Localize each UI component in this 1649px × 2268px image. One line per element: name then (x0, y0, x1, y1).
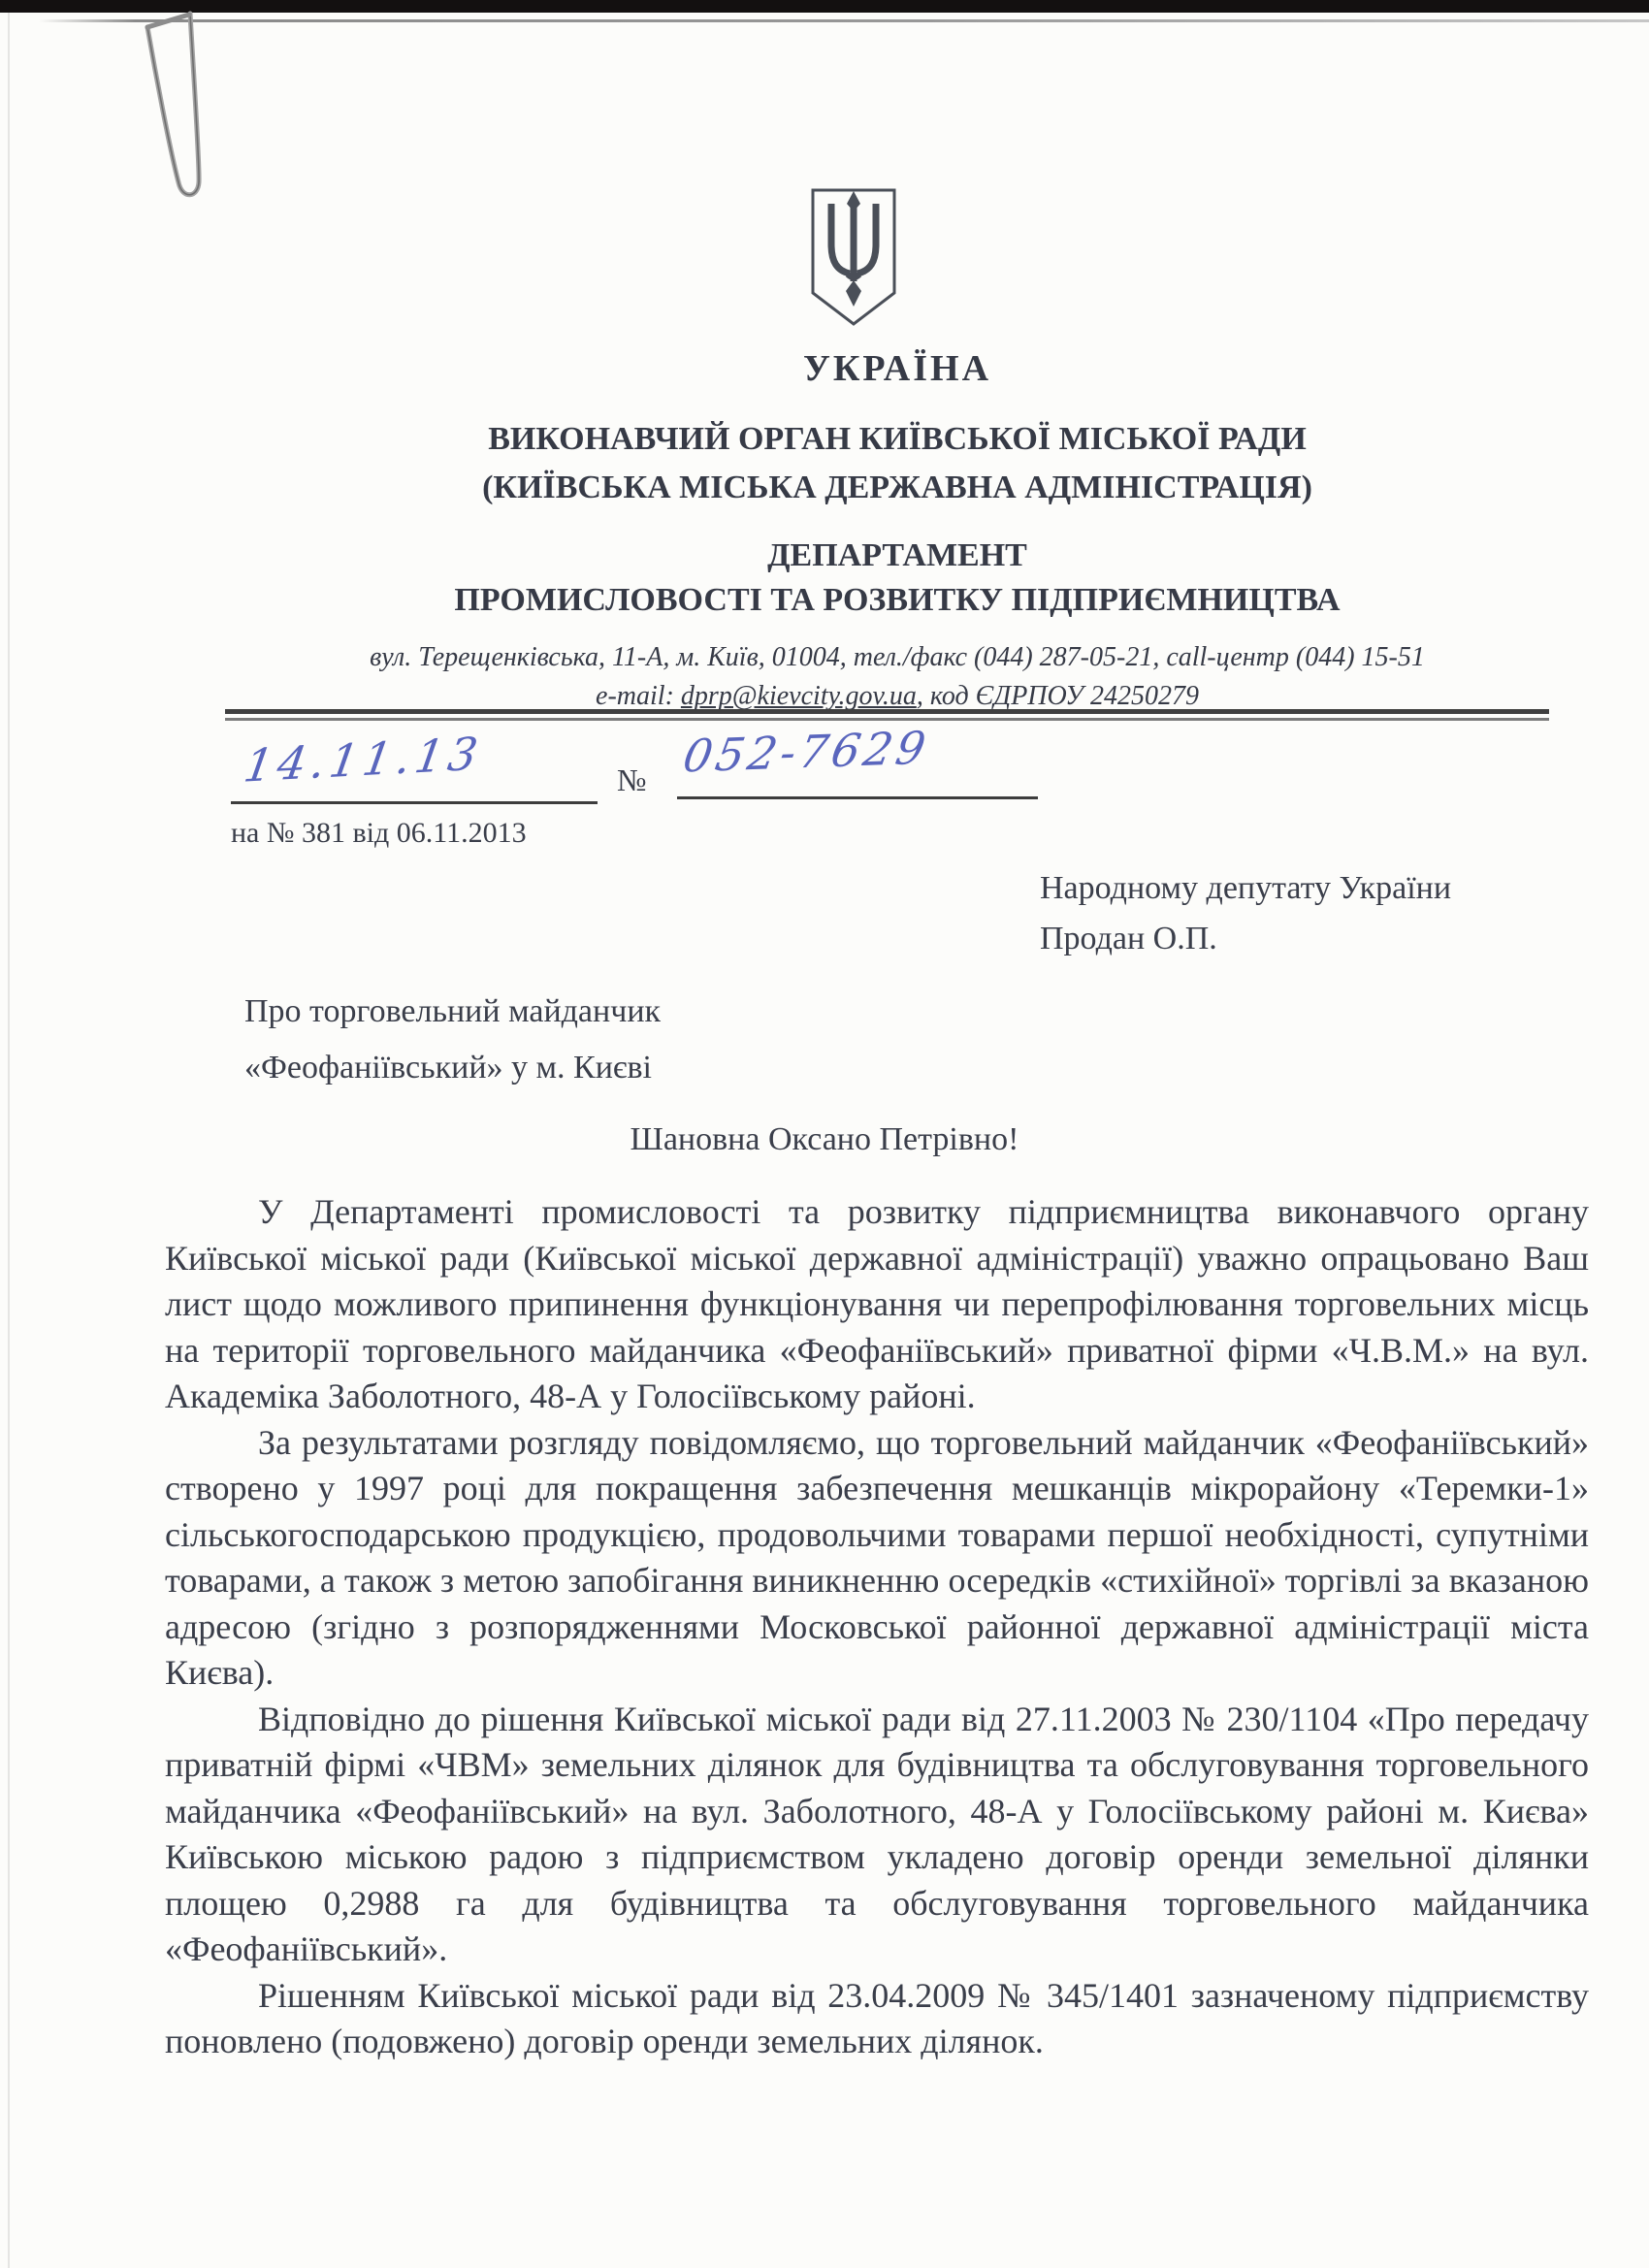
email-address: dprp@kievcity.gov.ua (680, 681, 917, 711)
letterhead-divider (225, 709, 1549, 721)
email-label: e-mail: (596, 681, 681, 711)
handwritten-date: 14.11.13 (240, 727, 486, 793)
letterhead (184, 347, 1610, 716)
salutation: Шановна Оксано Петрівно! (630, 1121, 1019, 1157)
edrpou-code: , код ЄДРПОУ 24250279 (916, 681, 1199, 711)
org-name-line2: (КИЇВСЬКА МІСЬКА ДЕРЖАВНА АДМІНІСТРАЦІЯ) (482, 470, 1312, 505)
number-underline (677, 796, 1038, 799)
country-title: УКРАЇНА (802, 348, 992, 389)
subject-block (244, 984, 661, 1096)
addressee-name: Продан О.П. (1040, 921, 1217, 956)
ukraine-coat-of-arms-icon (805, 184, 902, 330)
org-name-line1: ВИКОНАВЧИЙ ОРГАН КИЇВСЬКОЇ МІСЬКОЇ РАДИ (488, 421, 1307, 457)
department-name-line2: ПРОМИСЛОВОСТІ ТА РОЗВИТКУ ПІДПРИЄМНИЦТВА (454, 582, 1341, 618)
number-sign: № (617, 762, 647, 797)
postal-address: вул. Терещенківська, 11-А, м. Київ, 01004, тел./факс (044) 287-05-21, call-центр (044) 15-51 (370, 642, 1425, 672)
handwritten-outgoing-number: 052-7629 (679, 721, 934, 783)
addressee-title: Народному депутату України (1040, 870, 1452, 906)
paper-clip-icon (107, 4, 242, 227)
addressee-block (1040, 863, 1451, 964)
department-name-line1: ДЕПАРТАМЕНТ (767, 537, 1027, 573)
letter-paragraph: За результатами розгляду повідомляємо, що торговельний майданчик «Феофаніївський» створено у 1997 році для покращення забезпечення мешканців мікрорайону «Теремки-1» сільськогосподарською продукцією, продовольчими товарами першої необхідності, супутніми товарами, а також з метою запобігання виникненню осередків «стихійної» торгівлі за вказаною адресою (згідно з розпорядженнями Московської районної державної адміністрації міста Києва). (165, 1422, 1589, 1692)
letter-body (165, 1189, 1589, 2065)
date-underline (231, 801, 598, 804)
scan-edge-bar (0, 0, 1649, 13)
letter-paragraph: Рішенням Київської міської ради від 23.04.2009 № 345/1401 зазначеному підприємству поновлено (подовжено) договір оренди земельних ділянок. (165, 1975, 1589, 2060)
letter-paragraph: У Департаменті промисловості та розвитку підприємництва виконавчого органу Київської міської ради (Київської міської державної адміністрації) уважно опрацьовано Ваш лист щодо можливого припинення функціонування чи перепрофілювання торговельних місць на території торговельного майданчика «Феофаніївський» приватної фірми «Ч.В.М.» на вул. Академіка Заболотного, 48-А у Голосіївському районі. (165, 1192, 1589, 1415)
reply-reference-line: на № 381 від 06.11.2013 (231, 817, 527, 849)
subject-line1: Про торговельний майданчик (244, 993, 662, 1029)
subject-line2: «Феофаніївський» у м. Києві (244, 1050, 653, 1085)
paper-top-edge-shadow (39, 19, 1649, 22)
letter-paragraph: Відповідно до рішення Київської міської ради від 27.11.2003 № 230/1104 «Про передачу приватній фірмі «ЧВМ» земельних ділянок для будівництва та обслуговування торговельного майданчика «Феофаніївський» на вул. Заболотного, 48-А у Голосіївському районі м. Києва» Київською міською радою з підприємством укладено договір оренди земельної ділянки площею 0,2988 га для будівництва та обслуговування торговельного майданчика «Феофаніївський». (165, 1699, 1589, 1968)
